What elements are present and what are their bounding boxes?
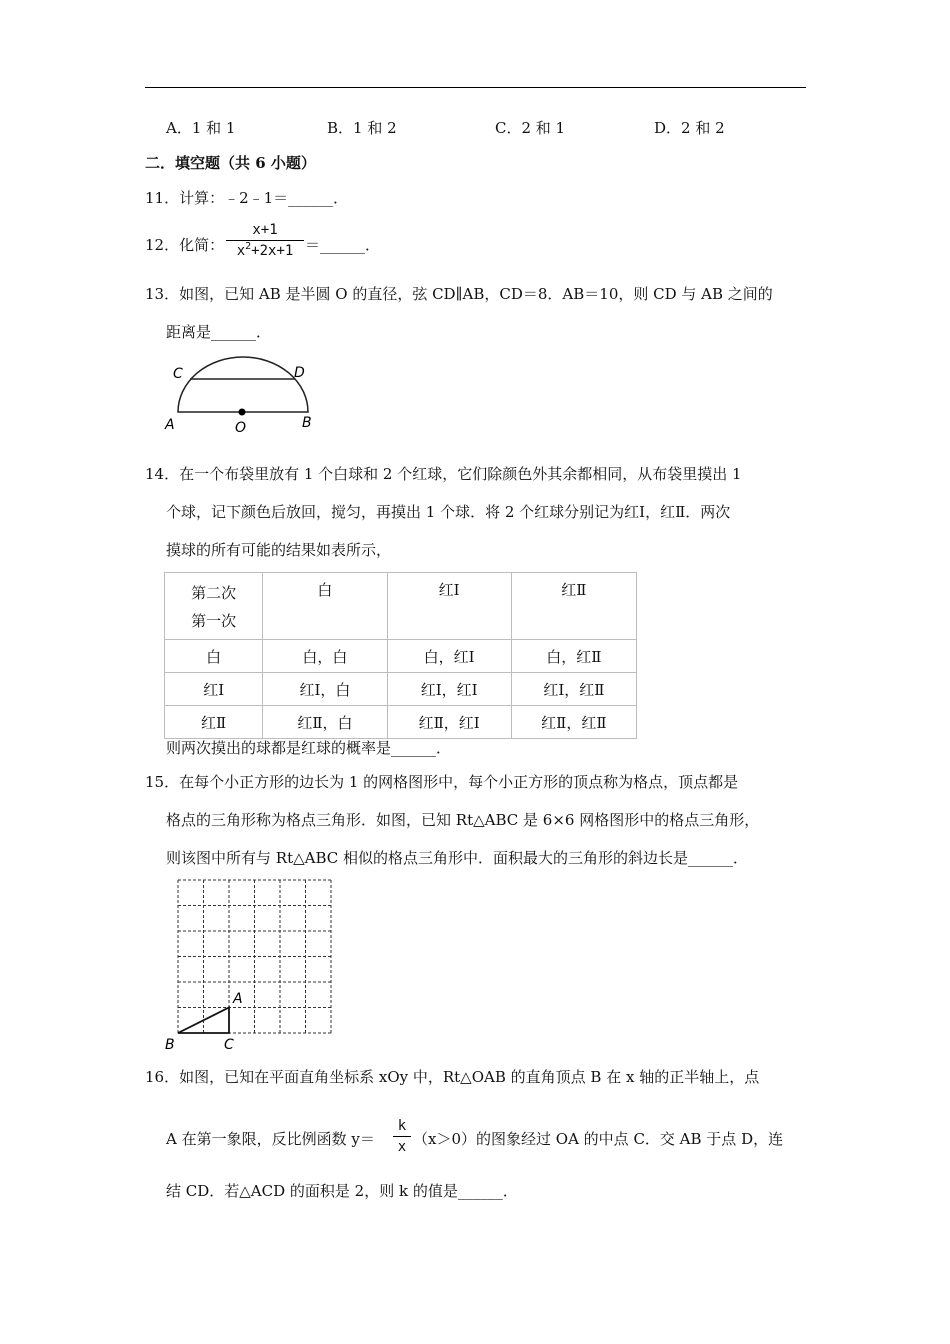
table-row	[165, 640, 637, 673]
label-a: A	[165, 417, 175, 433]
question-14-line2: 个球，记下颜色后放回，搅匀，再摸出 1 个球．将 2 个红球分别记为红Ⅰ，红Ⅱ．两次	[166, 503, 731, 521]
table-cell: 红Ⅰ，红Ⅱ	[511, 673, 636, 706]
option-d: D．2 和 2	[654, 119, 725, 137]
option-b: B．1 和 2	[327, 119, 397, 137]
question-15-line3: 则该图中所有与 Rt△ABC 相似的格点三角形中．面积最大的三角形的斜边长是______．	[166, 849, 749, 867]
semicircle-figure	[160, 350, 320, 440]
question-16-line2-pre: A 在第一象限，反比例函数 y＝	[166, 1130, 375, 1148]
question-12-fraction	[226, 222, 304, 259]
label-a: A	[233, 991, 243, 1007]
question-14-after: 则两次摸出的球都是红球的概率是______．	[166, 739, 452, 757]
question-16-line3: 结 CD．若△ACD 的面积是 2，则 k 的值是______．	[166, 1182, 518, 1200]
table-cell: 白，红Ⅱ	[511, 640, 636, 673]
table-corner-cell: 第二次 第一次	[165, 573, 263, 640]
fraction-denominator: x	[397, 1139, 407, 1155]
grid-lines	[178, 880, 331, 1033]
question-12-prefix: 12．化简：	[145, 236, 225, 254]
table-cell: 红Ⅱ，红Ⅱ	[511, 706, 636, 739]
header-rule	[145, 87, 806, 88]
label-o: O	[235, 420, 247, 436]
table-cell: 红Ⅱ，红Ⅰ	[387, 706, 511, 739]
table-header-row	[165, 573, 637, 640]
fraction-numerator: x+1	[252, 222, 278, 238]
table-row-header: 红Ⅱ	[165, 706, 263, 739]
question-14-line3: 摸球的所有可能的结果如表所示，	[166, 541, 392, 559]
question-13-line1: 13．如图，已知 AB 是半圆 O 的直径，弦 CD∥AB，CD＝8．AB＝10，则 CD 与 AB 之间的	[145, 285, 773, 303]
grid-figure	[160, 873, 340, 1053]
fraction-numerator: k	[397, 1118, 407, 1134]
question-12-suffix: ＝______．	[305, 236, 381, 254]
table-column-header: 红Ⅱ	[511, 573, 636, 640]
option-c: C．2 和 1	[495, 119, 566, 137]
table-row-header: 红Ⅰ	[165, 673, 263, 706]
table-row	[165, 706, 637, 739]
table-cell: 红Ⅰ，白	[263, 673, 387, 706]
label-c: C	[173, 366, 183, 382]
center-point	[239, 409, 246, 416]
fraction-denominator: $x^2+2x+1$	[236, 241, 294, 259]
section-title: 二．填空题（共 6 小题）	[145, 154, 316, 172]
question-13-line2: 距离是______．	[166, 323, 272, 341]
question-11: 11．计算：﹣2﹣1＝______．	[145, 189, 349, 207]
semicircle-arc	[178, 357, 308, 412]
label-b: B	[165, 1037, 175, 1053]
label-c: C	[224, 1037, 234, 1053]
question-14-line1: 14．在一个布袋里放有 1 个白球和 2 个红球，它们除颜色外其余都相同，从布袋里摸出 1	[145, 465, 742, 483]
table-cell: 红Ⅱ，白	[263, 706, 387, 739]
question-16-fraction	[393, 1118, 411, 1155]
label-b: B	[302, 415, 312, 431]
table-row-header: 白	[165, 640, 263, 673]
table-row	[165, 673, 637, 706]
option-a: A．1 和 1	[166, 119, 236, 137]
table-cell: 白，红Ⅰ	[387, 640, 511, 673]
table-column-header: 红Ⅰ	[387, 573, 511, 640]
table-column-header: 白	[263, 573, 387, 640]
table-cell: 白，白	[263, 640, 387, 673]
question-15-line2: 格点的三角形称为格点三角形．如图，已知 Rt△ABC 是 6×6 网格图形中的格点三角形，	[166, 811, 760, 829]
question-16-line1: 16．如图，已知在平面直角坐标系 xOy 中，Rt△OAB 的直角顶点 B 在 x 轴的正半轴上，点	[145, 1068, 760, 1086]
question-15-line1: 15．在每个小正方形的边长为 1 的网格图形中，每个小正方形的顶点称为格点，顶点都是	[145, 773, 739, 791]
outcome-table	[164, 572, 637, 739]
label-d: D	[294, 365, 305, 381]
question-16-line2-post: （x＞0）的图象经过 OA 的中点 C．交 AB 于点 D，连	[413, 1130, 784, 1148]
table-cell: 红Ⅰ，红Ⅰ	[387, 673, 511, 706]
